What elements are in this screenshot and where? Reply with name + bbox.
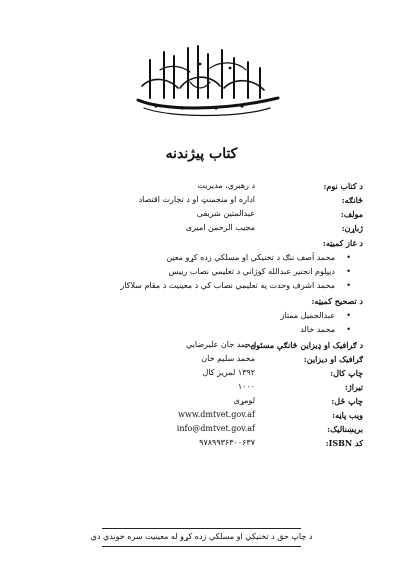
footer-bottom-rule [102, 546, 301, 547]
field-value: ۹۷۸۹۹۳۶۳۰۰۶۳۷ [199, 438, 255, 447]
field-value: محمد سلیم خان [201, 354, 255, 363]
list-item-text: محمد آصف ننګ د تخنیکي او مسلکي زده کړو معین [166, 253, 335, 262]
list-item-text: محمد خالد [300, 325, 335, 334]
section-label: د غاز کمیټه: [322, 238, 363, 248]
field-label: تیراژ: [344, 382, 363, 392]
field-label: د ګرافیک او ډیزاین څانګې مسئول : [244, 340, 363, 350]
field-label: ویب پاڼه: [332, 410, 363, 420]
copyright-notice: د چاپ حق د تخنیکي او مسلکي زده کړو له معینیت سره خوندي دي [90, 532, 313, 541]
page-title: کتاب پیژندنه [165, 146, 238, 162]
field-label: چاپ ځل: [331, 396, 363, 406]
bullet-icon: • [346, 253, 351, 262]
field-value: ۱۰۰۰ [237, 382, 255, 391]
field-value: محمد جان علیرضایي [186, 340, 255, 349]
bullet-icon: • [346, 311, 351, 320]
list-item-text: دیپلوم انجنیر عبدالله کوژاني د تعلیمي نصاب رییس [168, 267, 335, 276]
field-value: لومړی [233, 396, 255, 405]
basmala-calligraphy [130, 38, 285, 120]
website-link[interactable]: www.dmtvet.gov.af [178, 410, 255, 419]
field-label: کد ISBN: [325, 438, 363, 448]
field-value: ۱۳۹۲ لمریز کال [202, 368, 255, 377]
bullet-icon: • [346, 281, 351, 290]
bullet-icon: • [346, 325, 351, 334]
list-item-text: عبدالجمیل ممتاز [280, 311, 335, 320]
field-label: د کتاب نوم: [323, 181, 363, 191]
section-label: د تصحیح کمیټه: [311, 296, 363, 306]
email-link[interactable]: info@dmtvet.gov.af [176, 424, 255, 433]
field-value: اداره او منجمنټ او د تجارت اقتصاد [138, 195, 255, 204]
field-value: مجیب الرحمن امیری [185, 223, 255, 232]
list-item-text: محمد اشرف وحدت په تعلیمي نصاب کې د معینیت د مقام سلاکار [120, 281, 335, 290]
field-label: ژباړن: [341, 223, 363, 233]
field-label: چاپ کال: [330, 368, 363, 378]
field-label: څانګه: [341, 195, 363, 205]
field-value: عبدالمتین شریفی [196, 209, 255, 218]
field-label: مولف: [340, 209, 363, 219]
footer-top-rule [102, 528, 301, 529]
bullet-icon: • [346, 267, 351, 276]
field-label: بریښنالیک: [327, 424, 363, 434]
field-label: ګرافیک او دیزاین: [303, 354, 363, 364]
field-value: د رهبري، مديريت [197, 181, 255, 190]
